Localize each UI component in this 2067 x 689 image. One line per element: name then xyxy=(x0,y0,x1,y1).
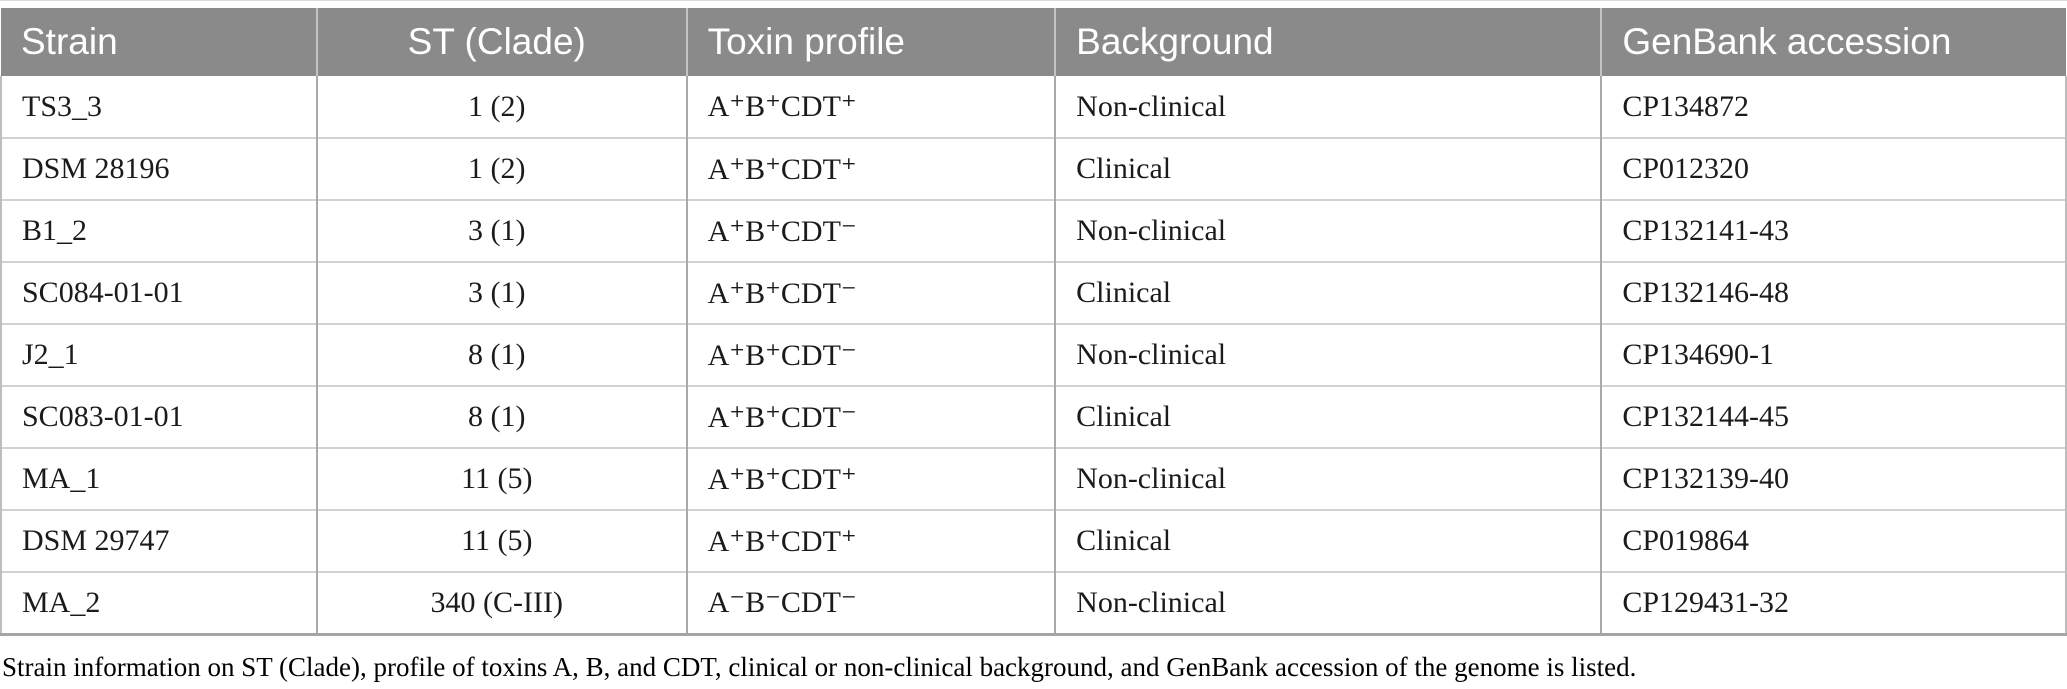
table-row xyxy=(1,386,2066,448)
table-row xyxy=(1,76,2066,138)
cell-strain: B1_2 xyxy=(1,200,317,262)
cell-toxin-profile: A⁺B⁺CDT⁺ xyxy=(687,510,1056,572)
cell-background: Non-clinical xyxy=(1055,448,1601,510)
cell-genbank-accession: CP132146-48 xyxy=(1601,262,2066,324)
table-row xyxy=(1,138,2066,200)
cell-toxin-profile: A⁺B⁺CDT⁻ xyxy=(687,262,1056,324)
cell-background: Non-clinical xyxy=(1055,76,1601,138)
cell-strain: J2_1 xyxy=(1,324,317,386)
cell-st-clade: 8 (1) xyxy=(317,324,687,386)
column-header-strain: Strain xyxy=(1,8,317,76)
cell-strain: SC084-01-01 xyxy=(1,262,317,324)
cell-genbank-accession: CP134872 xyxy=(1601,76,2066,138)
cell-genbank-accession: CP134690-1 xyxy=(1601,324,2066,386)
cell-toxin-profile: A⁺B⁺CDT⁺ xyxy=(687,448,1056,510)
cell-toxin-profile: A⁺B⁺CDT⁺ xyxy=(687,138,1056,200)
table-footnote: Strain information on ST (Clade), profile of toxins A, B, and CDT, clinical or non-clinical background, and GenBank accession of the genome is listed. xyxy=(2,651,1637,682)
column-header-toxin-profile: Toxin profile xyxy=(687,8,1056,76)
cell-toxin-profile: A⁺B⁺CDT⁺ xyxy=(687,76,1056,138)
cell-st-clade: 1 (2) xyxy=(317,76,687,138)
cell-strain: MA_1 xyxy=(1,448,317,510)
header-row xyxy=(1,8,2066,76)
cell-genbank-accession: CP132144-45 xyxy=(1601,386,2066,448)
cell-toxin-profile: A⁺B⁺CDT⁻ xyxy=(687,386,1056,448)
cell-st-clade: 8 (1) xyxy=(317,386,687,448)
cell-strain: MA_2 xyxy=(1,572,317,634)
cell-strain: SC083-01-01 xyxy=(1,386,317,448)
cell-genbank-accession: CP012320 xyxy=(1601,138,2066,200)
table-row xyxy=(1,510,2066,572)
table-row xyxy=(1,200,2066,262)
column-header-st-clade: ST (Clade) xyxy=(317,8,687,76)
table-row xyxy=(1,572,2066,634)
cell-background: Clinical xyxy=(1055,386,1601,448)
cell-st-clade: 340 (C-III) xyxy=(317,572,687,634)
cell-background: Clinical xyxy=(1055,262,1601,324)
cell-background: Clinical xyxy=(1055,138,1601,200)
table-row xyxy=(1,262,2066,324)
cell-genbank-accession: CP019864 xyxy=(1601,510,2066,572)
cell-background: Clinical xyxy=(1055,510,1601,572)
table-header xyxy=(1,8,2066,76)
cell-st-clade: 3 (1) xyxy=(317,262,687,324)
table-body xyxy=(1,76,2066,634)
cell-st-clade: 1 (2) xyxy=(317,138,687,200)
cell-toxin-profile: A⁺B⁺CDT⁻ xyxy=(687,200,1056,262)
cell-st-clade: 11 (5) xyxy=(317,510,687,572)
table-row xyxy=(1,324,2066,386)
cell-strain: DSM 29747 xyxy=(1,510,317,572)
cell-strain: DSM 28196 xyxy=(1,138,317,200)
cell-genbank-accession: CP129431-32 xyxy=(1601,572,2066,634)
cell-st-clade: 3 (1) xyxy=(317,200,687,262)
cell-genbank-accession: CP132141-43 xyxy=(1601,200,2066,262)
cell-background: Non-clinical xyxy=(1055,324,1601,386)
cell-toxin-profile: A⁻B⁻CDT⁻ xyxy=(687,572,1056,634)
column-header-background: Background xyxy=(1055,8,1601,76)
cell-genbank-accession: CP132139-40 xyxy=(1601,448,2066,510)
cell-background: Non-clinical xyxy=(1055,200,1601,262)
cell-st-clade: 11 (5) xyxy=(317,448,687,510)
cell-toxin-profile: A⁺B⁺CDT⁻ xyxy=(687,324,1056,386)
table-row xyxy=(1,448,2066,510)
strain-table xyxy=(0,8,2067,636)
column-header-genbank-accession: GenBank accession xyxy=(1601,8,2066,76)
cell-strain: TS3_3 xyxy=(1,76,317,138)
cell-background: Non-clinical xyxy=(1055,572,1601,634)
